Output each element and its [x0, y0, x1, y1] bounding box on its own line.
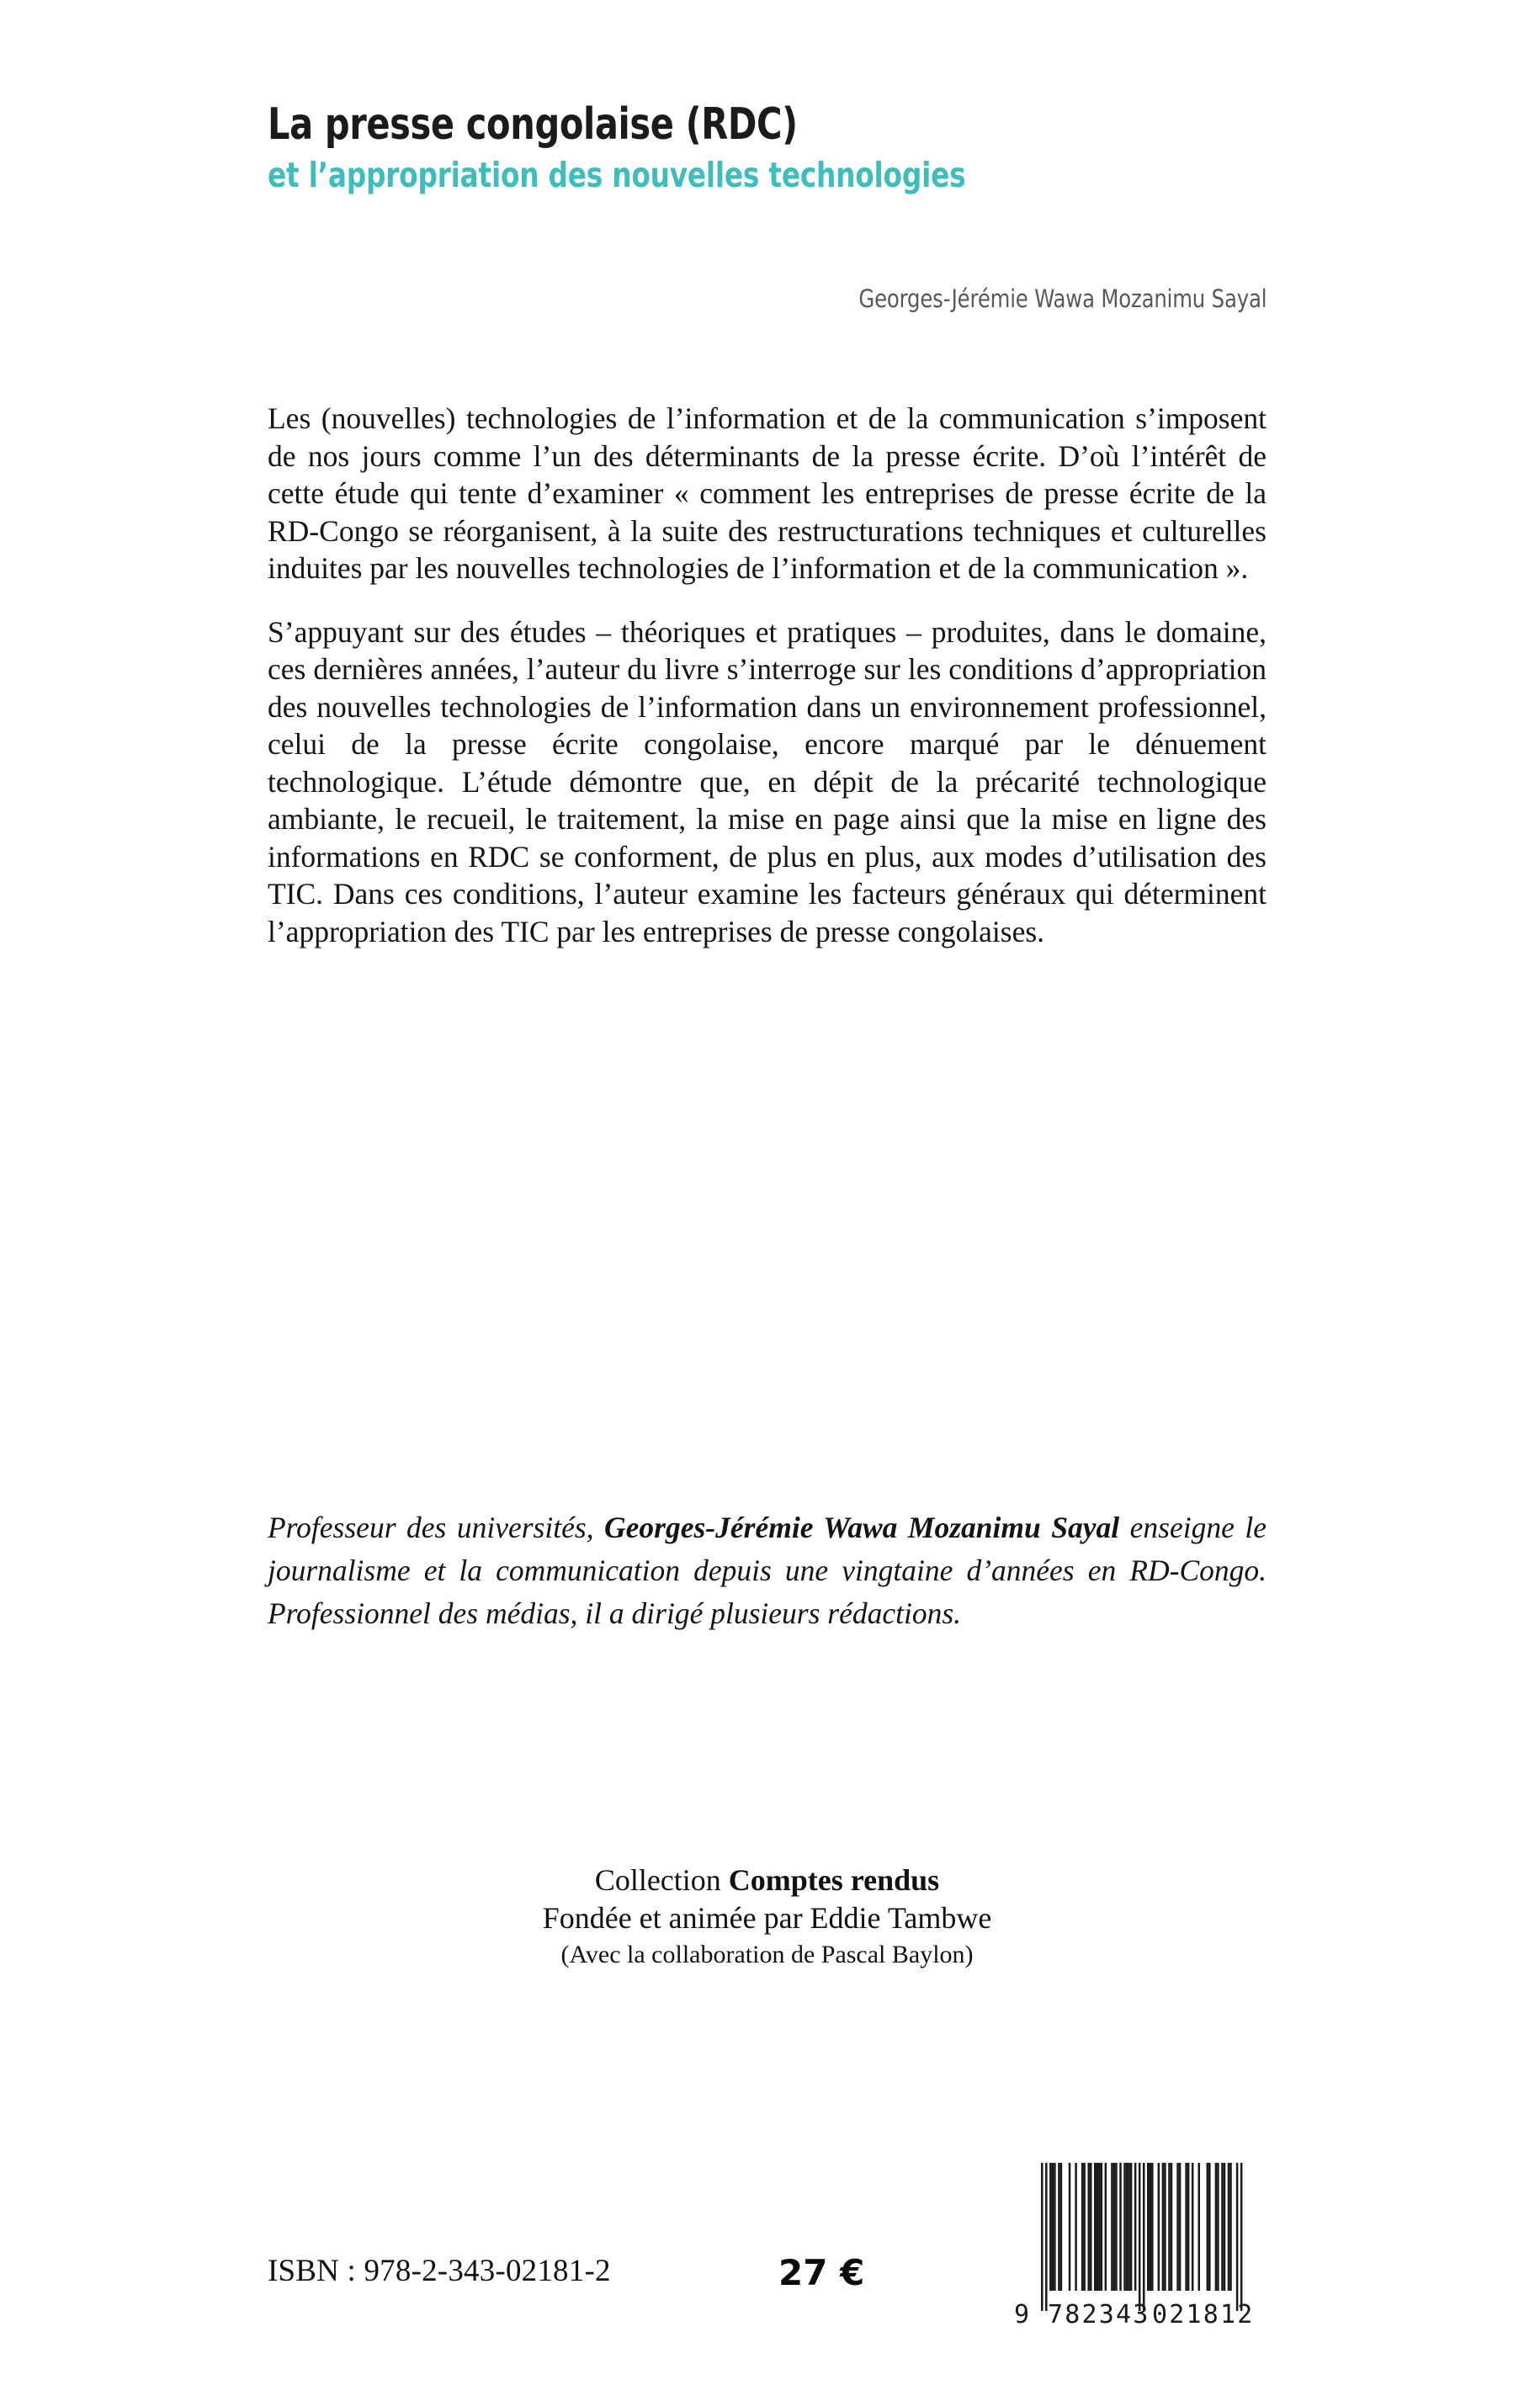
blurb-paragraph-2: S’appuyant sur des études – théoriques et pratiques – produites, dans le domaine, ces dernières années, l’auteur du livre s’interroge sur les conditions d’appropriation des nouvelles technologies de l’information dans un environnement professionnel, celui de la presse écrite congolaise, encore marqué par le dénuement technologique. L’étude démontre que, en dépit de la précarité technologique ambiante, le recueil, le traitement, la mise en page ainsi que la mise en ligne des informations en RDC se conforment, de plus en plus, aux modes d’utilisation des TIC. Dans ces conditions, l’auteur examine les facteurs généraux qui déterminent l’appropriation des TIC par les entreprises de presse congolaises. [268, 614, 1267, 948]
author-name-text: Georges-Jérémie Wawa Mozanimu Sayal [858, 284, 1267, 313]
blurb-paragraph-1: Les (nouvelles) technologies de l’information et de la communication s’imposent de nos jours comme l’un des déterminants de la presse écrite. D’où l’intérêt de cette étude qui tente d’examiner « comment les entreprises de presse écrite de la RD-Congo se réorganisent, à la suite des restructurations techniques et culturelles induites par les nouvelles technologies de l’information et de la communication ». [268, 401, 1267, 585]
author-biography [268, 1506, 1267, 1635]
title-block [268, 101, 1269, 195]
isbn-text: ISBN : 978-2-343-02181-2 [268, 2254, 611, 2288]
collection-label: Collection [594, 1863, 729, 1897]
bio-rest: enseigne le journalisme et la communication depuis une vingtaine d’années en RD-Congo. Professionnel des médias, il a dirigé plusieurs rédactions. [268, 1511, 1267, 1630]
collection-line [268, 1862, 1267, 1899]
blurb-text [268, 400, 1267, 950]
collection-name: Comptes rendus [728, 1863, 940, 1897]
barcode-lead-digit: 9 [1014, 2300, 1030, 2329]
barcode-svg [1009, 2151, 1267, 2329]
page-subtitle: et l’appropriation des nouvelles technologies [268, 155, 966, 196]
barcode-right-group: 021812 [1152, 2300, 1255, 2329]
collection-founder: Fondée et animée par Eddie Tambwe [542, 1901, 992, 1935]
page-title: La presse congolaise (RDC) [268, 99, 798, 150]
price-text: 27 € [778, 2252, 865, 2293]
barcode [1009, 2151, 1267, 2329]
bio-author-name: Georges-Jérémie Wawa Mozanimu Sayal [604, 1511, 1120, 1544]
bio-lead: Professeur des universités, [268, 1511, 605, 1544]
collection-collaborator: (Avec la collaboration de Pascal Baylon) [560, 1941, 974, 1968]
barcode-left-group: 782343 [1048, 2300, 1150, 2329]
author-name [268, 284, 1267, 313]
collection-block [268, 1862, 1267, 1972]
